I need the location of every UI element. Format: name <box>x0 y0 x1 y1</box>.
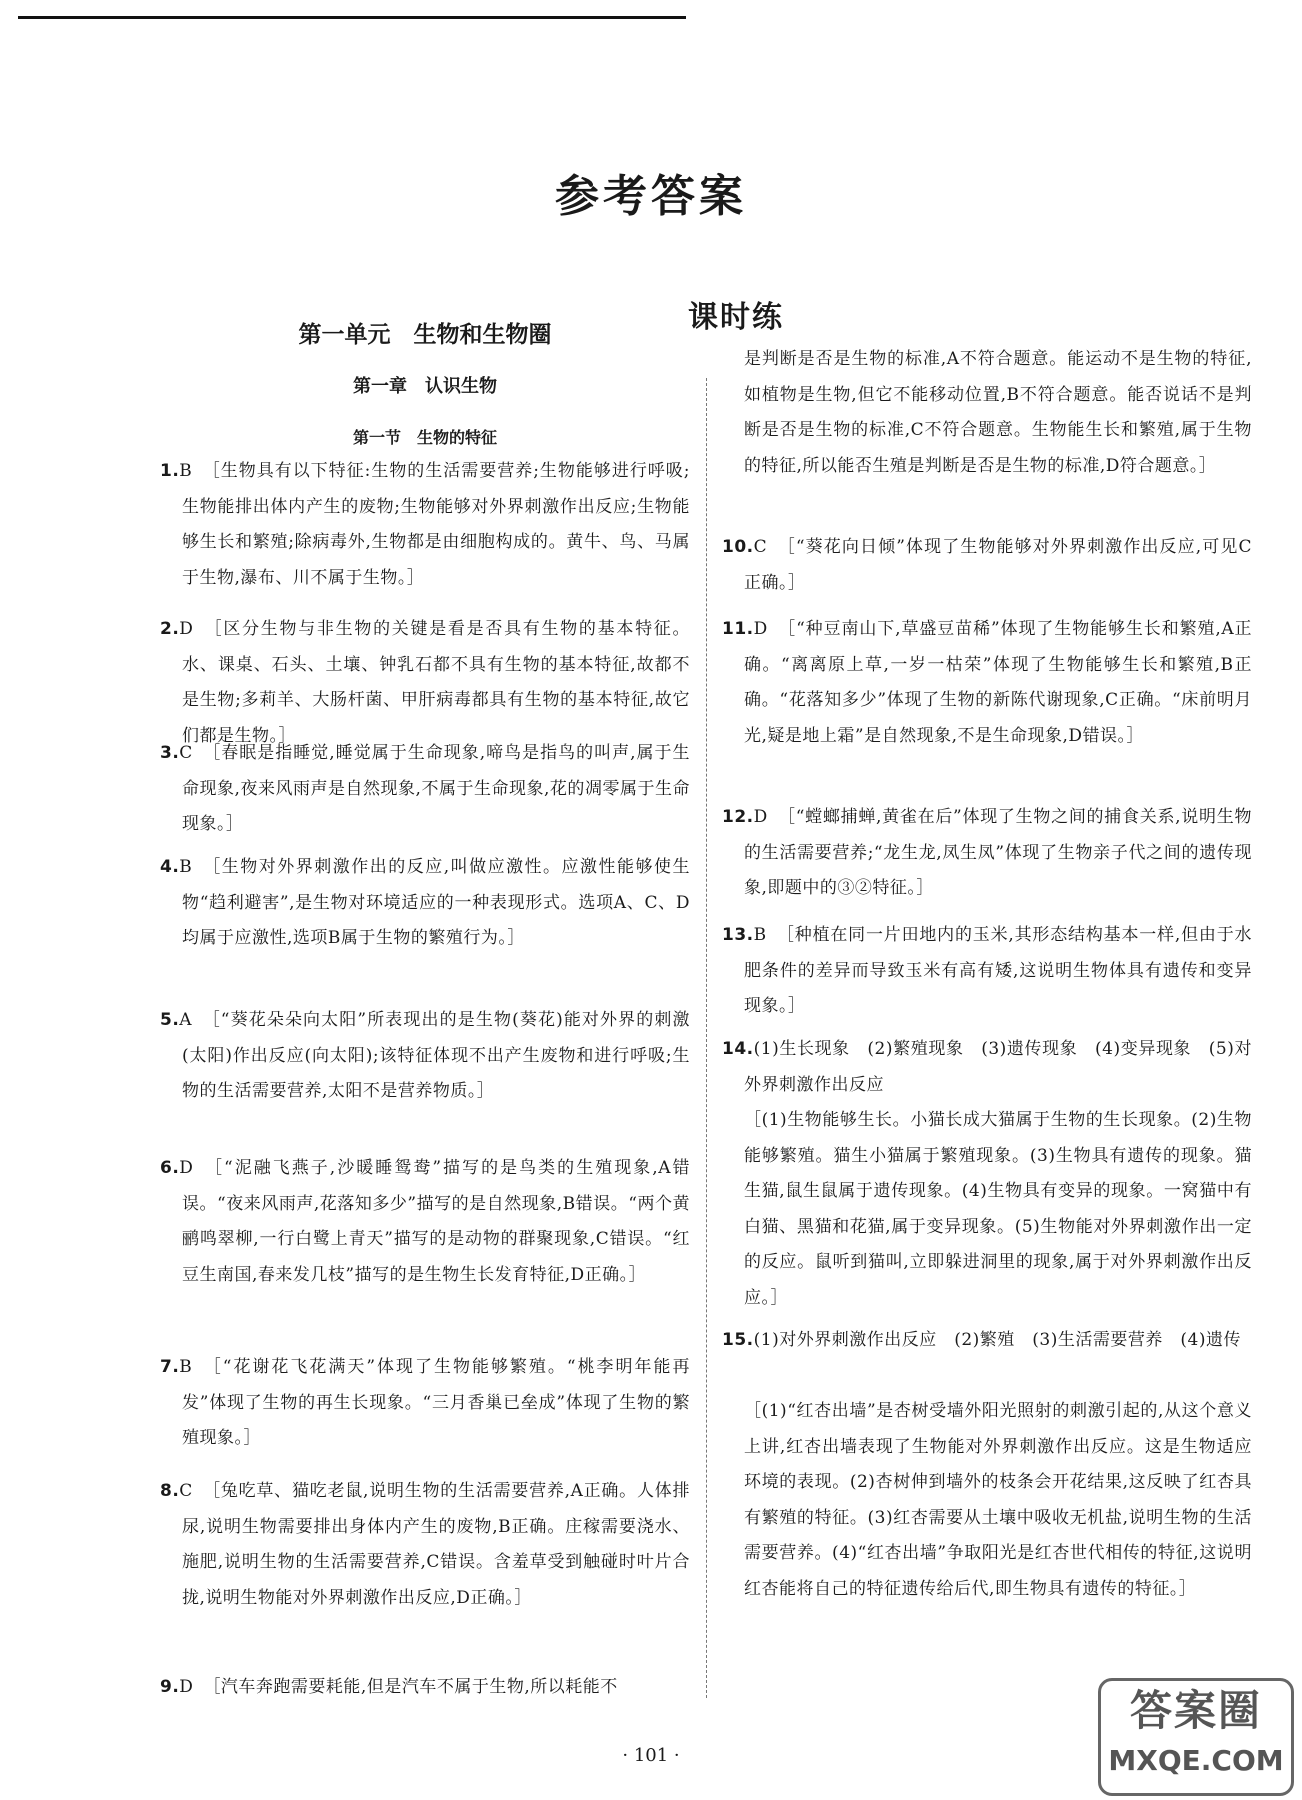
item-answer: C <box>179 1481 193 1501</box>
watermark-logo <box>1098 1678 1294 1796</box>
item-number: 5. <box>160 1010 180 1030</box>
item-explanation: ［种植在同一片田地内的玉米,其形态结构基本一样,但由于水肥条件的差异而导致玉米有高有矮,这说明生物体具有遗传和变异现象。］ <box>744 925 1252 1016</box>
item-answer: B <box>179 461 193 481</box>
item-answer: A <box>179 1010 193 1030</box>
item-answer-text: (1)生长现象 (2)繁殖现象 (3)遗传现象 (4)变异现象 (5)对外界刺激作出反应 <box>744 1039 1252 1095</box>
answer-item-11 <box>722 612 1252 754</box>
item-number: 3. <box>160 743 180 763</box>
answer-item-15-explanation: ［(1)“红杏出墙”是杏树受墙外阳光照射的刺激引起的,从这个意义上讲,红杏出墙表现了生物能对外界刺激作出反应。这是生物适应环境的表现。(2)杏树伸到墙外的枝条会开花结果,这反映了红杏具有繁殖的特征。(3)红杏需要从土壤中吸收无机盐,说明生物的生活需要营养。(4)“红杏出墙”争取阳光是红杏世代相传的特征,这说明红杏能将自己的特征遗传给后代,即生物具有遗传的特征。］ <box>744 1401 1252 1599</box>
item-answer: D <box>179 1677 194 1697</box>
item-number: 6. <box>160 1158 180 1178</box>
item-number: 1. <box>160 461 180 481</box>
watermark-logo-text: 答案圈 <box>1129 1686 1262 1735</box>
item-explanation: ［“种豆南山下,草盛豆苗稀”体现了生物能够生长和繁殖,A正确。“离离原上草,一岁一枯荣”体现了生物能够生长和繁殖,B正确。“花落知多少”体现了生物的新陈代谢现象,C正确。“床前明月光,疑是地上霜”是自然现象,不是生命现象,D错误。］ <box>744 619 1252 746</box>
item-explanation: ［“葵花向日倾”体现了生物能够对外界刺激作出反应,可见C正确。］ <box>744 537 1252 593</box>
item-explanation: ［“花谢花飞花满天”体现了生物能够繁殖。“桃李明年能再发”体现了生物的再生长现象。“三月香巢已垒成”体现了生物的繁殖现象。］ <box>182 1357 690 1448</box>
answer-item-8 <box>160 1474 690 1616</box>
item-number: 4. <box>160 857 180 877</box>
answer-item-3 <box>160 736 690 843</box>
item-answer: D <box>179 1158 194 1178</box>
item-number: 14. <box>722 1039 754 1059</box>
item-number: 10. <box>722 537 754 557</box>
answer-item-2 <box>160 612 690 754</box>
item-number: 2. <box>160 619 180 639</box>
item-explanation: ［春眠是指睡觉,睡觉属于生命现象,啼鸟是指鸟的叫声,属于生命现象,夜来风雨声是自然现象,不属于生命现象,花的凋零属于生命现象。］ <box>182 743 690 834</box>
answer-item-4 <box>160 850 690 957</box>
answer-item-12 <box>722 800 1252 907</box>
item-number: 9. <box>160 1677 180 1697</box>
answer-item-6 <box>160 1151 690 1293</box>
item-explanation: ［生物具有以下特征:生物的生活需要营养;生物能够进行呼吸;生物能排出体内产生的废物;生物能够对外界刺激作出反应;生物能够生长和繁殖;除病毒外,生物都是由细胞构成的。黄牛、鸟、马属于生物,瀑布、川不属于生物。］ <box>182 461 690 588</box>
column-divider <box>706 378 707 1698</box>
answer-item-9 <box>160 1670 690 1706</box>
answer-item-5 <box>160 1003 690 1110</box>
answer-item-13 <box>722 918 1252 1025</box>
item-answer: B <box>179 1357 193 1377</box>
answer-item-1 <box>160 454 690 596</box>
item-explanation: ［“螳螂捕蝉,黄雀在后”体现了生物之间的捕食关系,说明生物的生活需要营养;“龙生龙,凤生凤”体现了生物亲子代之间的遗传现象,即题中的③②特征。］ <box>744 807 1252 898</box>
answer-item-14-explanation: ［(1)生物能够生长。小猫长成大猫属于生物的生长现象。(2)生物能够繁殖。猫生小猫属于繁殖现象。(3)生物具有遗传的现象。猫生猫,鼠生鼠属于遗传现象。(4)生物具有变异的现象。一窝猫中有白猫、黑猫和花猫,属于变异现象。(5)生物能对外界刺激作出一定的反应。鼠听到猫叫,立即躲进洞里的现象,属于对外界刺激作出反应。］ <box>744 1110 1252 1308</box>
item-explanation: ［“泥融飞燕子,沙暖睡鸳鸯”描写的是鸟类的生殖现象,A错误。“夜来风雨声,花落知多少”描写的是自然现象,B错误。“两个黄鹂鸣翠柳,一行白鹭上青天”描写的是动物的群聚现象,C错误。“红豆生南国,春来发几枝”描写的是生物生长发育特征,D正确。］ <box>182 1158 690 1285</box>
item-answer-text: (1)对外界刺激作出反应 (2)繁殖 (3)生活需要营养 (4)遗传 <box>753 1330 1241 1350</box>
section-title: 课时练 <box>688 300 784 335</box>
page-title: 参考答案 <box>555 171 747 222</box>
unit-heading: 第一单元 生物和生物圈 <box>298 322 552 348</box>
watermark-url: MXQE.COM <box>1108 1744 1284 1777</box>
answer-item-9-continued: 是判断是否是生物的标准,A不符合题意。能运动不是生物的特征,如植物是生物,但它不能移动位置,B不符合题意。能否说话不是判断是否是生物的标准,C不符合题意。生物能生长和繁殖,属于生物的特征,所以能否生殖是判断是否是生物的标准,D符合题意。］ <box>744 349 1252 476</box>
section-heading: 第一节 生物的特征 <box>352 428 497 447</box>
item-answer: D <box>179 619 194 639</box>
item-number: 11. <box>722 619 754 639</box>
item-answer: C <box>179 743 193 763</box>
page-number: · 101 · <box>622 1745 680 1766</box>
item-answer: D <box>753 807 768 827</box>
item-explanation: ［兔吃草、猫吃老鼠,说明生物的生活需要营养,A正确。人体排尿,说明生物需要排出身体内产生的废物,B正确。庄稼需要浇水、施肥,说明生物的生活需要营养,C错误。含羞草受到触碰时叶片合拢,说明生物能对外界刺激作出反应,D正确。］ <box>182 1481 690 1608</box>
item-answer: B <box>753 925 767 945</box>
chapter-heading: 第一章 认识生物 <box>353 376 497 397</box>
item-answer: C <box>753 537 768 557</box>
item-number: 8. <box>160 1481 180 1501</box>
top-rule <box>18 16 686 19</box>
answer-item-7 <box>160 1350 690 1457</box>
item-answer: D <box>753 619 768 639</box>
item-number: 15. <box>722 1330 754 1350</box>
answer-item-14 <box>722 1032 1252 1103</box>
item-number: 13. <box>722 925 754 945</box>
answer-item-10 <box>722 530 1252 601</box>
item-number: 7. <box>160 1357 180 1377</box>
item-explanation: ［“葵花朵朵向太阳”所表现出的是生物(葵花)能对外界的刺激(太阳)作出反应(向太阳);该特征体现不出产生废物和进行呼吸;生物的生活需要营养,太阳不是营养物质。］ <box>182 1010 690 1101</box>
item-explanation: ［区分生物与非生物的关键是看是否具有生物的基本特征。水、课桌、石头、土壤、钟乳石都不具有生物的基本特征,故都不是生物;多莉羊、大肠杆菌、甲肝病毒都具有生物的基本特征,故它们都是生物。］ <box>182 619 690 746</box>
item-explanation: ［生物对外界刺激作出的反应,叫做应激性。应激性能够使生物“趋利避害”,是生物对环境适应的一种表现形式。选项A、C、D均属于应激性,选项B属于生物的繁殖行为。］ <box>182 857 690 948</box>
item-number: 12. <box>722 807 754 827</box>
item-explanation: ［汽车奔跑需要耗能,但是汽车不属于生物,所以耗能不 <box>203 1677 618 1697</box>
answer-item-15 <box>722 1323 1252 1359</box>
item-answer: B <box>179 857 193 877</box>
